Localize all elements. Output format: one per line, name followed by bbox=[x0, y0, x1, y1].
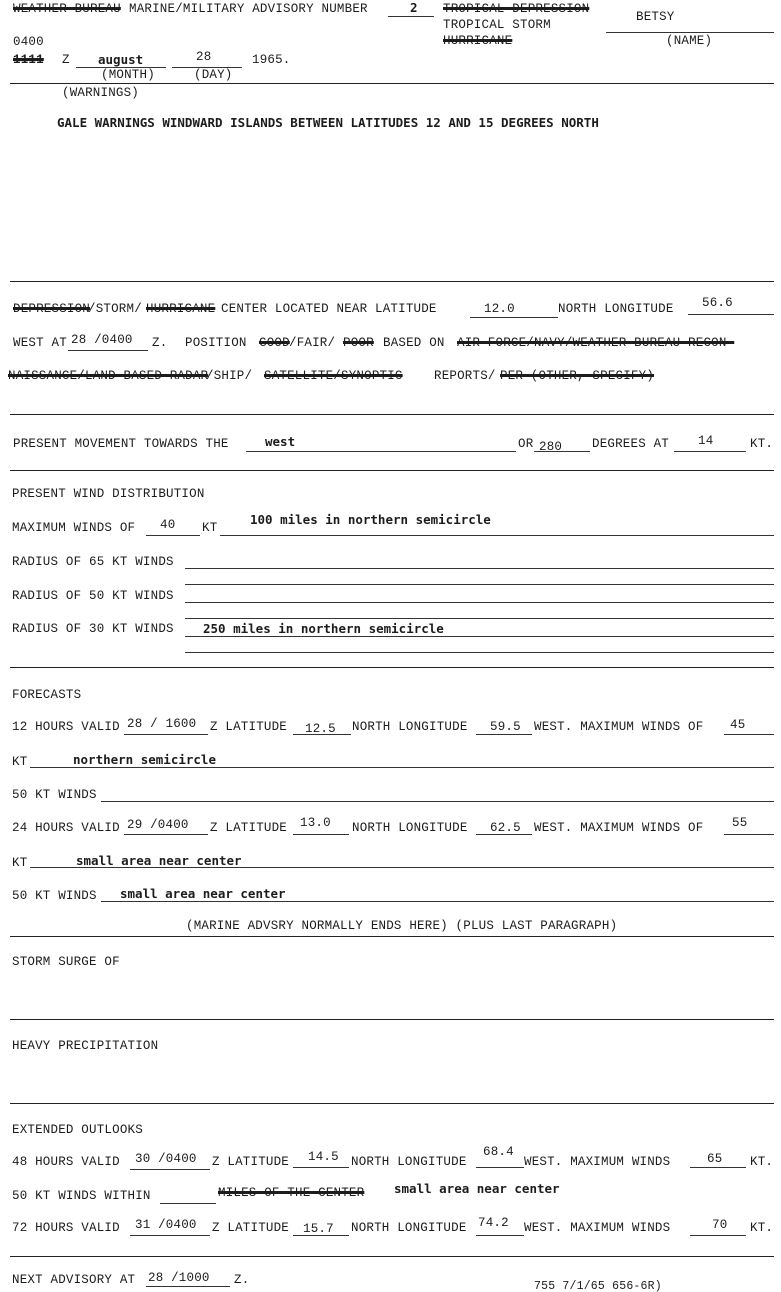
h48-max-winds: 65 bbox=[707, 1152, 723, 1166]
line3-struck-a: NAISSANCE/LAND BASED RADAR bbox=[8, 369, 209, 383]
f12-west-max-label: WEST. MAXIMUM WINDS OF bbox=[534, 720, 704, 734]
f12-longitude: 59.5 bbox=[490, 720, 521, 734]
h72-max-winds: 70 bbox=[712, 1218, 728, 1232]
wind-distribution-heading: PRESENT WIND DISTRIBUTION bbox=[12, 487, 205, 501]
heavy-precip-label: HEAVY PRECIPITATION bbox=[12, 1039, 159, 1053]
h72-valid: 31 /0400 bbox=[135, 1218, 197, 1232]
advisory-type-label: MARINE/MILITARY ADVISORY NUMBER bbox=[129, 2, 368, 16]
h48-west-max-label: WEST. MAXIMUM WINDS bbox=[524, 1155, 671, 1169]
ship-option: /SHIP/ bbox=[206, 369, 253, 383]
movement-kt-label: KT. bbox=[750, 437, 774, 451]
position-time: 28 /0400 bbox=[71, 333, 133, 347]
ext-50kt-label: 50 KT WINDS WITHIN bbox=[12, 1189, 151, 1203]
year-value: 1965. bbox=[252, 53, 291, 67]
max-winds-label: MAXIMUM WINDS OF bbox=[12, 521, 136, 535]
radius-30-label: RADIUS OF 30 KT WINDS bbox=[12, 622, 174, 636]
name-caption: (NAME) bbox=[666, 34, 713, 48]
hurricane-struck: HURRICANE bbox=[146, 302, 216, 316]
radius-30-value: 250 miles in northern semicircle bbox=[203, 621, 444, 636]
max-winds-kt-label: KT bbox=[202, 521, 218, 535]
f12-north-lon-label: NORTH LONGITUDE bbox=[352, 720, 468, 734]
reports-label: REPORTS/ bbox=[434, 369, 496, 383]
f12-max-winds: 45 bbox=[730, 718, 746, 732]
f12-valid: 28 / 1600 bbox=[127, 717, 197, 731]
line3-struck-b: SATELLITE/SYNOPTIC bbox=[264, 369, 403, 383]
class-tropical-depression-struck: TROPICAL DEPRESSION bbox=[443, 2, 590, 16]
h72-label: 72 HOURS VALID bbox=[12, 1221, 120, 1235]
based-on-label: BASED ON bbox=[383, 336, 445, 350]
f24-z-lat-label: Z LATITUDE bbox=[210, 821, 288, 835]
h48-longitude: 68.4 bbox=[483, 1145, 514, 1159]
ext-50kt-struck: MILES OF THE CENTER bbox=[218, 1186, 365, 1200]
storm-surge-label: STORM SURGE OF bbox=[12, 955, 120, 969]
f12-50kt-label: 50 KT WINDS bbox=[12, 788, 97, 802]
storm-name: BETSY bbox=[636, 10, 675, 24]
f24-area: small area near center bbox=[76, 853, 242, 868]
extended-heading: EXTENDED OUTLOOKS bbox=[12, 1123, 143, 1137]
next-advisory-z: Z. bbox=[234, 1273, 250, 1287]
time-struck: 1111 bbox=[13, 53, 44, 67]
f24-max-winds: 55 bbox=[732, 816, 748, 830]
h72-kt-label: KT. bbox=[750, 1221, 774, 1235]
z-label: Z bbox=[62, 53, 70, 67]
center-located-label: CENTER LOCATED NEAR LATITUDE bbox=[221, 302, 437, 316]
f24-50kt-label: 50 KT WINDS bbox=[12, 889, 97, 903]
f24-west-max-label: WEST. MAXIMUM WINDS OF bbox=[534, 821, 704, 835]
f24-valid: 29 /0400 bbox=[127, 818, 189, 832]
f12-latitude: 12.5 bbox=[305, 722, 336, 736]
next-advisory-time: 28 /1000 bbox=[148, 1271, 210, 1285]
or-label: OR bbox=[518, 437, 534, 451]
form-number: 755 7/1/65 656-6R) bbox=[534, 1280, 662, 1292]
day-caption: (DAY) bbox=[194, 68, 233, 82]
f12-label: 12 HOURS VALID bbox=[12, 720, 120, 734]
forecasts-heading: FORECASTS bbox=[12, 688, 82, 702]
advisory-number: 2 bbox=[410, 0, 418, 15]
ext-50kt-value: small area near center bbox=[394, 1181, 560, 1196]
max-winds-value: 40 bbox=[160, 518, 176, 532]
advisory-type-struck: WEATHER BUREAU bbox=[13, 2, 121, 16]
depression-struck: DEPRESSION bbox=[13, 302, 91, 316]
day-value: 28 bbox=[196, 50, 212, 64]
radius-65-label: RADIUS OF 65 KT WINDS bbox=[12, 555, 174, 569]
time-value: 0400 bbox=[13, 35, 44, 49]
f24-kt-label: KT bbox=[12, 856, 28, 870]
f24-longitude: 62.5 bbox=[490, 821, 521, 835]
h72-latitude: 15.7 bbox=[303, 1222, 334, 1236]
longitude-value: 56.6 bbox=[702, 296, 733, 310]
h72-z-lat-label: Z LATITUDE bbox=[212, 1221, 290, 1235]
movement-label: PRESENT MOVEMENT TOWARDS THE bbox=[13, 437, 229, 451]
position-label: POSITION bbox=[185, 336, 247, 350]
warnings-caption: (WARNINGS) bbox=[62, 86, 140, 100]
month-value: august bbox=[98, 52, 144, 67]
movement-speed: 14 bbox=[698, 434, 714, 448]
h48-z-lat-label: Z LATITUDE bbox=[212, 1155, 290, 1169]
h48-kt-label: KT. bbox=[750, 1155, 774, 1169]
h48-valid: 30 /0400 bbox=[135, 1152, 197, 1166]
h72-west-max-label: WEST. MAXIMUM WINDS bbox=[524, 1221, 671, 1235]
f24-50kt-value: small area near center bbox=[120, 886, 286, 901]
line3-struck-c: PER (OTHER, SPECIFY) bbox=[500, 369, 655, 383]
next-advisory-label: NEXT ADVISORY AT bbox=[12, 1273, 136, 1287]
class-tropical-storm: TROPICAL STORM bbox=[443, 18, 551, 32]
max-winds-area: 100 miles in northern semicircle bbox=[250, 512, 491, 527]
f24-north-lon-label: NORTH LONGITUDE bbox=[352, 821, 468, 835]
degrees-at-label: DEGREES AT bbox=[592, 437, 670, 451]
f12-area: northern semicircle bbox=[73, 752, 216, 767]
fair-option: /FAIR/ bbox=[289, 336, 336, 350]
warnings-text: GALE WARNINGS WINDWARD ISLANDS BETWEEN LATITUDES 12 AND 15 DEGREES NORTH bbox=[57, 115, 599, 130]
h72-north-lon-label: NORTH LONGITUDE bbox=[351, 1221, 467, 1235]
storm-option-label: /STORM/ bbox=[88, 302, 142, 316]
f24-latitude: 13.0 bbox=[300, 816, 331, 830]
class-hurricane-struck: HURRICANE bbox=[443, 34, 513, 48]
h48-north-lon-label: NORTH LONGITUDE bbox=[351, 1155, 467, 1169]
latitude-value: 12.0 bbox=[484, 302, 515, 316]
h48-label: 48 HOURS VALID bbox=[12, 1155, 120, 1169]
f12-z-lat-label: Z LATITUDE bbox=[210, 720, 288, 734]
good-struck: GOOD bbox=[259, 336, 290, 350]
west-at-label: WEST AT bbox=[13, 336, 67, 350]
f12-kt-label: KT bbox=[12, 755, 28, 769]
marine-note: (MARINE ADVSRY NORMALLY ENDS HERE) (PLUS LAST PARAGRAPH) bbox=[186, 919, 618, 933]
f24-label: 24 HOURS VALID bbox=[12, 821, 120, 835]
h72-longitude: 74.2 bbox=[478, 1216, 509, 1230]
based-on-struck: AIR FORCE/NAVY/WEATHER BUREAU RECON- bbox=[457, 336, 735, 350]
month-caption: (MONTH) bbox=[101, 68, 155, 82]
movement-direction: west bbox=[265, 434, 296, 449]
h48-latitude: 14.5 bbox=[308, 1150, 339, 1164]
movement-degrees: 280 bbox=[539, 440, 563, 454]
poor-struck: POOR bbox=[343, 336, 374, 350]
radius-50-label: RADIUS OF 50 KT WINDS bbox=[12, 589, 174, 603]
north-longitude-label: NORTH LONGITUDE bbox=[558, 302, 674, 316]
position-z-label: Z. bbox=[152, 336, 168, 350]
